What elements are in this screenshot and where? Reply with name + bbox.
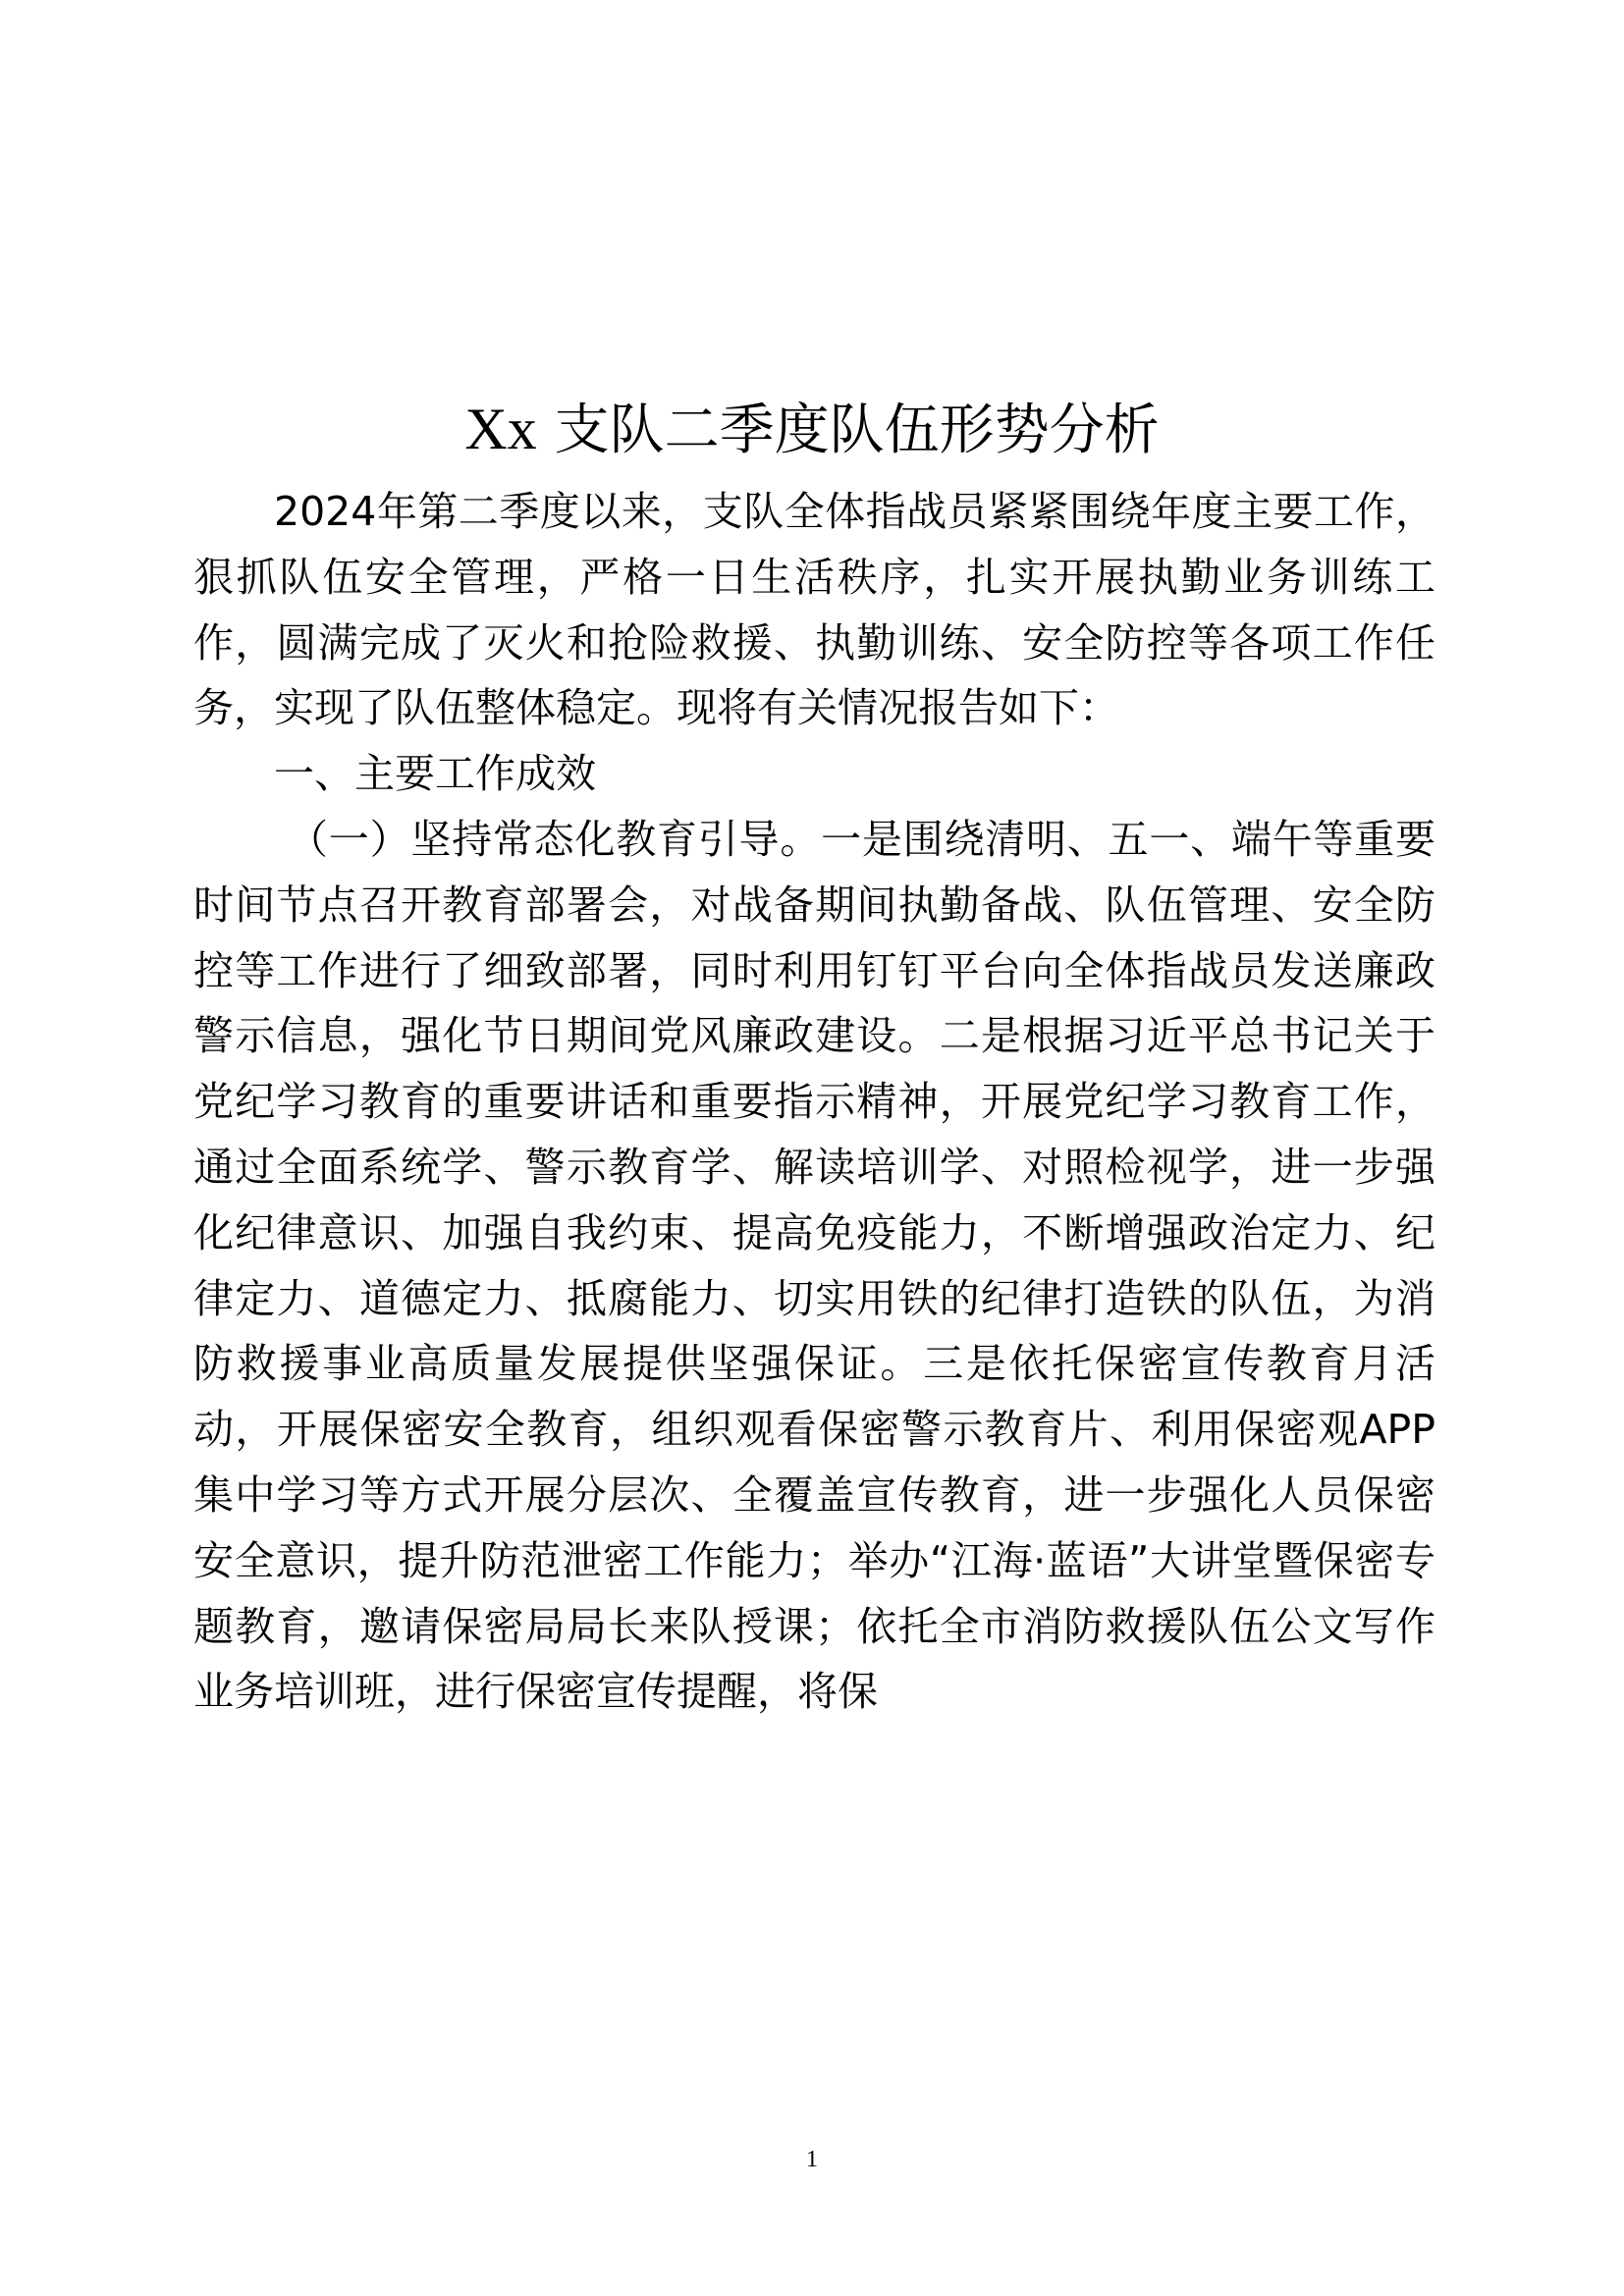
document-title (0, 385, 1624, 475)
document-body (193, 479, 1435, 1725)
title-prefix: Xx (464, 397, 537, 461)
intro-paragraph: 2024年第二季度以来，支队全体指战员紧紧围绕年度主要工作，狠抓队伍安全管理，严格一日生活秩序，扎实开展执勤业务训练工作，圆满完成了灭火和抢险救援、执勤训练、安全防控等各项工作任务，实现了队伍整体稳定。现将有关情况报告如下： (193, 488, 1435, 732)
section-heading-main-results: 一、主要工作成效 (274, 750, 596, 798)
title-main: 支队二季度队伍形势分析 (536, 399, 1160, 462)
item-paragraph-education: （一）坚持常态化教育引导。一是围绕清明、五一、端午等重要时间节点召开教育部署会，对战备期间执勤备战、队伍管理、安全防控等工作进行了细致部署，同时利用钉钉平台向全体指战员发送廉政警示信息，强化节日期间党风廉政建设。二是根据习近平总书记关于党纪学习教育的重要讲话和重要指示精神，开展党纪学习教育工作，通过全面系统学、警示教育学、解读培训学、对照检视学，进一步强化纪律意识、加强自我约束、提高免疫能力，不断增强政治定力、纪律定力、道德定力、抵腐能力、切实用铁的纪律打造铁的队伍，为消防救援事业高质量发展提供坚强保证。三是依托保密宣传教育月活动，开展保密安全教育，组织观看保密警示教育片、利用保密观APP集中学习等方式开展分层次、全覆盖宣传教育，进一步强化人员保密安全意识，提升防范泄密工作能力；举办“江海·蓝语”大讲堂暨保密专题教育，邀请保密局局长来队授课；依托全市消防救援队伍公文写作业务培训班，进行保密宣传提醒，将保 (193, 815, 1435, 1716)
page-number: 1 (806, 2147, 818, 2172)
